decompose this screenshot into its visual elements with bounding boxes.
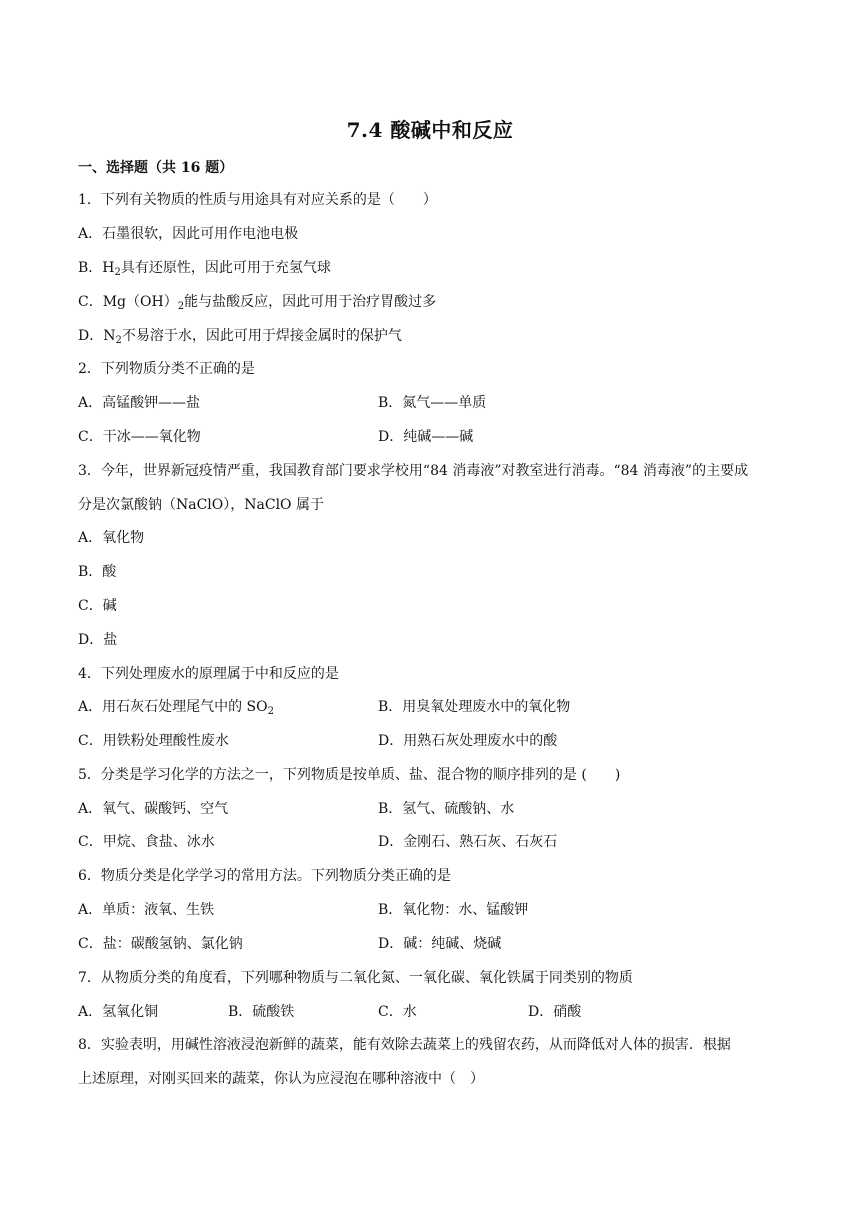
question-6-option-c: C．盐：碳酸氢钠、氯化钠 xyxy=(78,936,243,952)
question-5-option-d: D．金刚石、熟石灰、石灰石 xyxy=(378,834,558,850)
question-6-option-d: D．碱：纯碱、烧碱 xyxy=(378,936,502,952)
question-7-option-b: B．硫酸铁 xyxy=(228,1004,295,1020)
question-2-option-b: B．氮气——单质 xyxy=(378,395,487,411)
question-3-option-d: D．盐 xyxy=(78,632,118,648)
question-4-stem: 4．下列处理废水的原理属于中和反应的是 xyxy=(78,666,339,682)
question-3-option-a: A．氧化物 xyxy=(78,530,145,546)
section-heading: 一、选择题（共 16 题） xyxy=(78,160,234,176)
question-5-option-a: A．氧气、碳酸钙、空气 xyxy=(78,801,229,817)
question-7-option-d: D．硝酸 xyxy=(528,1004,582,1020)
question-2-options-row1 xyxy=(78,393,487,413)
question-6-options-row2 xyxy=(78,934,502,954)
question-7-option-a: A．氢氧化铜 xyxy=(78,1004,159,1020)
question-2-option-a: A．高锰酸钾——盐 xyxy=(78,395,201,411)
question-4-options-row1 xyxy=(78,697,571,717)
question-7-option-c: C．水 xyxy=(378,1004,417,1020)
question-2-options-row2 xyxy=(78,427,474,447)
question-5-options-row2 xyxy=(78,832,558,852)
question-6-stem: 6．物质分类是化学学习的常用方法。下列物质分类正确的是 xyxy=(78,868,451,884)
question-3-stem-line1: 3．今年，世界新冠疫情严重，我国教育部门要求学校用“84 消毒液”对教室进行消毒。“84 消毒液”的主要成 xyxy=(78,463,749,479)
question-5-option-b: B．氢气、硫酸钠、水 xyxy=(378,801,515,817)
question-4-option-c: C．用铁粉处理酸性废水 xyxy=(78,733,229,749)
question-3-stem-line2: 分是次氯酸钠（NaClO），NaClO 属于 xyxy=(78,497,324,513)
question-2-option-c: C．干冰——氧化物 xyxy=(78,429,201,445)
question-3-option-b: B．酸 xyxy=(78,564,117,580)
question-4-option-b: B．用臭氧处理废水中的氧化物 xyxy=(378,699,571,715)
question-4-option-a: A．用石灰石处理尾气中的 $SO_2$ xyxy=(78,699,275,717)
question-5-options-row1 xyxy=(78,799,515,819)
question-6-option-a: A．单质：液氧、生铁 xyxy=(78,902,215,918)
question-1-option-a: A．石墨很软，因此可用作电池电极 xyxy=(78,226,299,242)
question-6-options-row1 xyxy=(78,900,529,920)
question-7-stem: 7．从物质分类的角度看，下列哪种物质与二氧化氮、一氧化碳、氧化铁属于同类别的物质 xyxy=(78,970,633,986)
question-8-stem-line2: 上述原理，对刚买回来的蔬菜，你认为应浸泡在哪种溶液中（ ） xyxy=(78,1071,484,1087)
question-2-option-d: D．纯碱——碱 xyxy=(378,429,474,445)
question-8-stem-line1: 8．实验表明，用碱性溶液浸泡新鲜的蔬菜，能有效除去蔬菜上的残留农药，从而降低对人体的损害．根据 xyxy=(78,1037,731,1053)
question-5-option-c: C．甲烷、食盐、冰水 xyxy=(78,834,215,850)
question-4-option-d: D．用熟石灰处理废水中的酸 xyxy=(378,733,558,749)
question-3-option-c: C．碱 xyxy=(78,598,117,614)
question-1-option-c: C．$Mg(OH)_2$能与盐酸反应，因此可用于治疗胃酸过多 xyxy=(78,294,437,312)
question-1-option-b: B．$H_2$具有还原性，因此可用于充氢气球 xyxy=(78,260,331,278)
question-6-option-b: B．氧化物：水、锰酸钾 xyxy=(378,902,529,918)
question-4-options-row2 xyxy=(78,731,558,751)
question-7-options-row xyxy=(78,1002,582,1022)
page-title: 7.4 酸碱中和反应 xyxy=(346,118,514,142)
question-2-stem: 2．下列物质分类不正确的是 xyxy=(78,361,255,377)
question-5-stem: 5．分类是学习化学的方法之一，下列物质是按单质、盐、混合物的顺序排列的是 ( ) xyxy=(78,767,621,783)
question-1-stem: 1．下列有关物质的性质与用途具有对应关系的是（ ） xyxy=(78,192,437,208)
question-1-option-d: D．$N_2$不易溶于水，因此可用于焊接金属时的保护气 xyxy=(78,328,402,346)
